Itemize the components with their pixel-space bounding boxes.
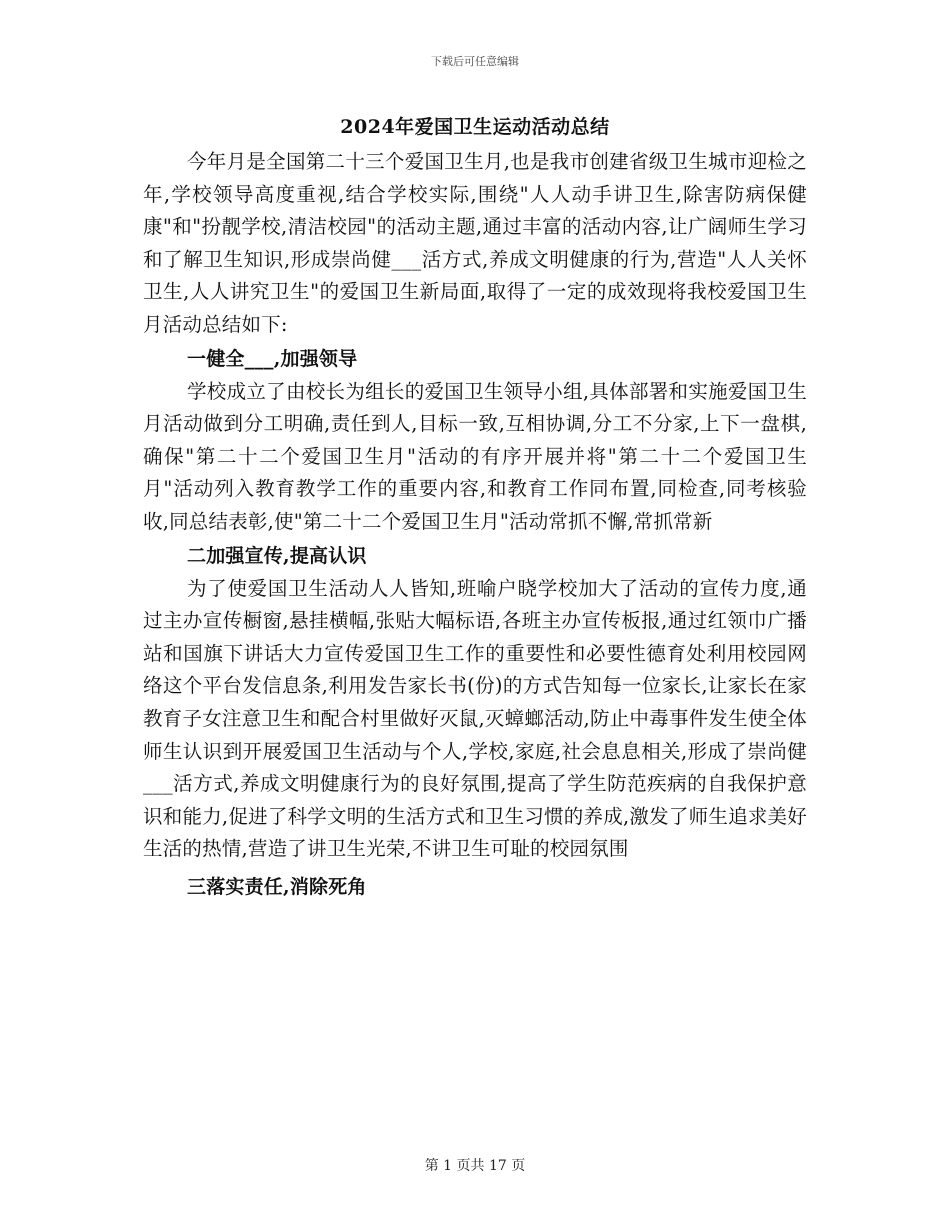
document-body (143, 146, 807, 904)
section-heading-2: 二加强宣传,提高认识 (187, 544, 367, 567)
section-body-2: 为了使爱国卫生活动人人皆知,班喻户晓学校加大了活动的宣传力度,通过主办宣传橱窗,悬挂横幅,张贴大幅标语,各班主办宣传板报,通过红领巾广播站和国旗下讲话大力宣传爱国卫生工作的重要性和必要性德育处利用校园网络这个平台发信息条,利用发告家长书(份)的方式告知每一位家长,让家长在家教育子女注意卫生和配合村里做好灭鼠,灭蟑螂活动,防止中毒事件发生使全体师生认识到开展爱国卫生活动与个人,学校,家庭,社会息息相关,形成了崇尚健___活方式,养成文明健康行为的良好氛围,提高了学生防范疾病的自我保护意识和能力,促进了科学文明的生活方式和卫生习惯的养成,激发了师生追求美好生活的热情,营造了讲卫生光荣,不讲卫生可耻的校园氛围 (143, 576, 807, 861)
page-number: 第 1 页共 17 页 (424, 1158, 526, 1174)
document-title: 2024年爱国卫生运动活动总结 (340, 116, 610, 138)
section-heading-1: 一健全___,加强领导 (187, 347, 358, 370)
intro-paragraph: 今年月是全国第二十三个爱国卫生月,也是我市创建省级卫生城市迎检之年,学校领导高度重视,结合学校实际,围绕"人人动手讲卫生,除害防病保健康"和"扮靓学校,清洁校园"的活动主题,通过丰富的活动内容,让广阔师生学习和了解卫生知识,形成崇尚健___活方式,养成文明健康的行为,营造"人人关怀卫生,人人讲究卫生"的爱国卫生新局面,取得了一定的成效现将我校爱国卫生月活动总结如下: (143, 150, 807, 336)
section-heading-3: 三落实责任,消除死角 (187, 875, 367, 898)
header-note: 下载后可任意编辑 (431, 55, 519, 68)
section-body-1: 学校成立了由校长为组长的爱国卫生领导小组,具体部署和实施爱国卫生月活动做到分工明确,责任到人,目标一致,互相协调,分工不分家,上下一盘棋,确保"第二十二个爱国卫生月"活动的有序开展并将"第二十二个爱国卫生月"活动列入教育教学工作的重要内容,和教育工作同布置,同检查,同考核验收,同总结表彰,使"第二十二个爱国卫生月"活动常抓不懈,常抓常新 (143, 379, 807, 533)
